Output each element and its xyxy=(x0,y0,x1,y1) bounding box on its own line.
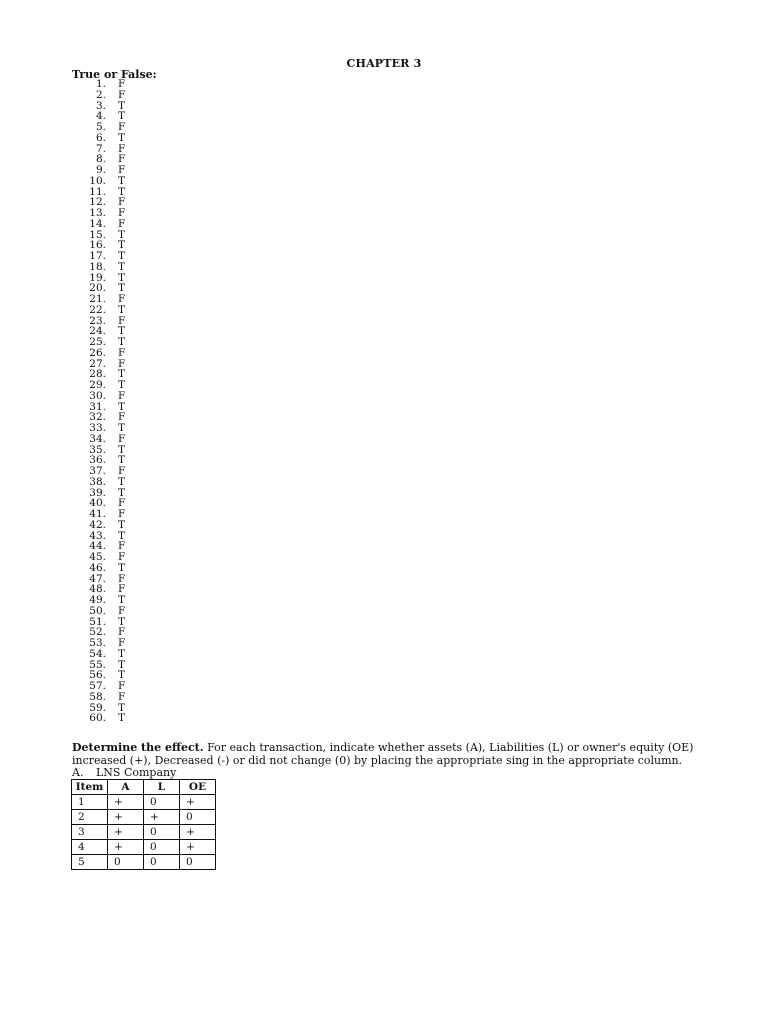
cell-liabilities: 0 xyxy=(144,825,180,840)
answer-value: T xyxy=(118,454,126,467)
answer-value: T xyxy=(118,303,126,316)
answer-number: 34. xyxy=(89,432,106,445)
answer-value: T xyxy=(118,228,126,241)
answer-number: 2. xyxy=(95,88,106,101)
answer-value: T xyxy=(118,131,126,144)
answer-number: 23. xyxy=(89,314,106,327)
table-header-row xyxy=(72,780,216,795)
answer-value: T xyxy=(118,271,126,284)
answer-number: 47. xyxy=(89,572,106,585)
answer-value: T xyxy=(118,379,126,391)
answer-number: 15. xyxy=(89,228,106,241)
determine-effect-text: For each transaction, indicate whether assets (A), Liabilities (L) or owner's equity (OE) increased (+), Decreased (-) or did not change (0) by placing the appropriate sing in the appropriate column. xyxy=(72,741,694,767)
answer-value: T xyxy=(118,110,126,123)
answer-number: 36. xyxy=(89,454,106,467)
answer-value: F xyxy=(118,690,126,703)
cell-item: 1 xyxy=(72,795,108,810)
answer-number: 51. xyxy=(89,615,106,628)
cell-liabilities: 0 xyxy=(144,840,180,855)
answer-value: F xyxy=(118,604,126,617)
answer-value: F xyxy=(118,411,126,424)
answer-number: 14. xyxy=(89,217,106,230)
column-header-assets: A xyxy=(108,780,144,795)
answer-number: 18. xyxy=(89,260,106,273)
answer-number: 4. xyxy=(95,110,106,123)
answer-number: 11. xyxy=(89,185,106,198)
answer-number: 28. xyxy=(89,368,106,381)
cell-assets: + xyxy=(108,840,144,855)
answer-value: F xyxy=(118,217,126,230)
cell-item: 4 xyxy=(72,840,108,855)
answer-number: 49. xyxy=(89,594,106,606)
answer-value: F xyxy=(118,78,126,90)
answer-value: F xyxy=(118,207,126,219)
answer-number: 5. xyxy=(95,121,106,133)
answer-number: 37. xyxy=(89,465,106,477)
cell-liabilities: 0 xyxy=(144,795,180,810)
answer-item xyxy=(72,391,125,402)
chapter-title: CHAPTER 3 xyxy=(346,57,422,70)
answer-item xyxy=(72,713,125,724)
cell-liabilities: 0 xyxy=(144,855,180,870)
answer-value: T xyxy=(118,701,126,714)
answer-value: T xyxy=(118,669,126,682)
answer-number: 32. xyxy=(89,411,106,424)
answer-value: F xyxy=(118,196,126,209)
answer-value: T xyxy=(118,422,126,434)
answer-number: 50. xyxy=(89,604,106,617)
answer-number: 38. xyxy=(89,475,106,488)
answer-number: 12. xyxy=(89,196,106,209)
answer-value: T xyxy=(118,615,126,628)
answer-value: T xyxy=(118,475,126,488)
answer-value: F xyxy=(118,357,126,370)
answer-value: T xyxy=(118,336,126,348)
answer-value: F xyxy=(118,293,126,305)
answer-number: 27. xyxy=(89,357,106,370)
answer-value: F xyxy=(118,121,126,133)
answer-item xyxy=(72,348,125,359)
answer-number: 60. xyxy=(89,712,106,725)
cell-owners-equity: 0 xyxy=(180,855,216,870)
answer-number: 9. xyxy=(95,164,106,176)
answer-item xyxy=(72,176,125,187)
company-name: LNS Company xyxy=(96,766,177,779)
answer-number: 19. xyxy=(89,271,106,284)
cell-owners-equity: + xyxy=(180,825,216,840)
answer-value: F xyxy=(118,508,126,520)
section-letter: A. xyxy=(72,766,84,779)
answer-item xyxy=(72,90,125,101)
answer-value: T xyxy=(118,443,126,456)
cell-assets: 0 xyxy=(108,855,144,870)
answer-value: T xyxy=(118,658,126,671)
answer-number: 35. xyxy=(89,443,106,456)
answer-number: 53. xyxy=(89,637,106,649)
effects-table xyxy=(71,779,216,870)
answer-value: T xyxy=(118,325,126,338)
answer-number: 56. xyxy=(89,669,106,682)
answer-number: 17. xyxy=(89,250,106,262)
answer-number: 58. xyxy=(89,690,106,703)
answer-number: 42. xyxy=(89,518,106,531)
answer-value: F xyxy=(118,680,126,692)
determine-effect-lead: Determine the effect. xyxy=(72,741,204,754)
determine-effect-instructions xyxy=(72,741,712,767)
answer-value: F xyxy=(118,164,126,176)
answer-value: F xyxy=(118,497,126,510)
table-row xyxy=(72,795,216,810)
cell-item: 3 xyxy=(72,825,108,840)
answer-value: T xyxy=(118,368,126,381)
answer-value: F xyxy=(118,572,126,585)
answer-value: T xyxy=(118,529,126,542)
answer-value: T xyxy=(118,250,126,262)
answer-value: T xyxy=(118,260,126,273)
column-header-liabilities: L xyxy=(144,780,180,795)
answer-item xyxy=(72,563,125,574)
answer-number: 33. xyxy=(89,422,106,434)
answer-value: T xyxy=(118,174,126,187)
answer-value: F xyxy=(118,432,126,445)
answer-value: T xyxy=(118,486,126,499)
cell-item: 2 xyxy=(72,810,108,825)
answer-value: T xyxy=(118,647,126,660)
cell-liabilities: + xyxy=(144,810,180,825)
answer-value: T xyxy=(118,185,126,198)
answer-value: F xyxy=(118,465,126,477)
answer-value: F xyxy=(118,346,126,359)
answer-number: 40. xyxy=(89,497,106,510)
cell-owners-equity: + xyxy=(180,795,216,810)
answer-number: 48. xyxy=(89,583,106,596)
cell-assets: + xyxy=(108,825,144,840)
answer-value: T xyxy=(118,518,126,531)
answer-number: 55. xyxy=(89,658,106,671)
answer-number: 3. xyxy=(95,99,106,112)
answer-number: 44. xyxy=(89,540,106,553)
table-row xyxy=(72,855,216,870)
answer-number: 21. xyxy=(89,293,106,305)
answer-item xyxy=(72,305,125,316)
answer-item xyxy=(72,606,125,617)
answer-number: 25. xyxy=(89,336,106,348)
answer-number: 26. xyxy=(89,346,106,359)
cell-assets: + xyxy=(108,810,144,825)
answer-value: F xyxy=(118,314,126,327)
answer-value: F xyxy=(118,142,126,155)
answer-number: 13. xyxy=(89,207,106,219)
answer-item xyxy=(72,649,125,660)
answer-item xyxy=(72,520,125,531)
effects-table-body xyxy=(72,795,216,870)
answer-number: 10. xyxy=(89,174,106,187)
answer-item xyxy=(72,477,125,488)
answer-value: F xyxy=(118,583,126,596)
answer-value: F xyxy=(118,637,126,649)
answer-number: 57. xyxy=(89,680,106,692)
answer-number: 29. xyxy=(89,379,106,391)
answer-number: 45. xyxy=(89,551,106,563)
answer-value: T xyxy=(118,712,126,725)
answer-value: T xyxy=(118,282,126,295)
answer-item xyxy=(72,219,125,230)
table-row xyxy=(72,840,216,855)
answer-number: 20. xyxy=(89,282,106,295)
answer-value: T xyxy=(118,239,126,252)
answer-item xyxy=(72,262,125,273)
answer-value: F xyxy=(118,626,126,639)
column-header-item: Item xyxy=(72,780,108,795)
answer-number: 7. xyxy=(95,142,106,155)
answer-number: 41. xyxy=(89,508,106,520)
cell-owners-equity: + xyxy=(180,840,216,855)
true-false-heading: True or False: xyxy=(72,68,157,81)
table-row xyxy=(72,810,216,825)
answer-item xyxy=(72,692,125,703)
answer-number: 59. xyxy=(89,701,106,714)
true-false-answer-list xyxy=(72,79,125,724)
answer-value: T xyxy=(118,561,126,574)
answer-number: 24. xyxy=(89,325,106,338)
answer-item xyxy=(72,434,125,445)
answer-value: T xyxy=(118,594,126,606)
answer-number: 16. xyxy=(89,239,106,252)
answer-number: 54. xyxy=(89,647,106,660)
table-row xyxy=(72,825,216,840)
column-header-owners-equity: OE xyxy=(180,780,216,795)
answer-value: T xyxy=(118,400,126,413)
company-label xyxy=(72,766,176,779)
answer-number: 1. xyxy=(95,78,106,90)
answer-value: F xyxy=(118,551,126,563)
answer-number: 43. xyxy=(89,529,106,542)
answer-number: 39. xyxy=(89,486,106,499)
answer-number: 6. xyxy=(95,131,106,144)
answer-value: F xyxy=(118,389,126,402)
answer-number: 22. xyxy=(89,303,106,316)
answer-item xyxy=(72,133,125,144)
cell-assets: + xyxy=(108,795,144,810)
answer-number: 52. xyxy=(89,626,106,639)
answer-value: T xyxy=(118,99,126,112)
answer-value: F xyxy=(118,88,126,101)
answer-value: F xyxy=(118,153,126,166)
answer-value: F xyxy=(118,540,126,553)
answer-number: 30. xyxy=(89,389,106,402)
answer-number: 31. xyxy=(89,400,106,413)
answer-number: 8. xyxy=(95,153,106,166)
answer-number: 46. xyxy=(89,561,106,574)
cell-item: 5 xyxy=(72,855,108,870)
cell-owners-equity: 0 xyxy=(180,810,216,825)
